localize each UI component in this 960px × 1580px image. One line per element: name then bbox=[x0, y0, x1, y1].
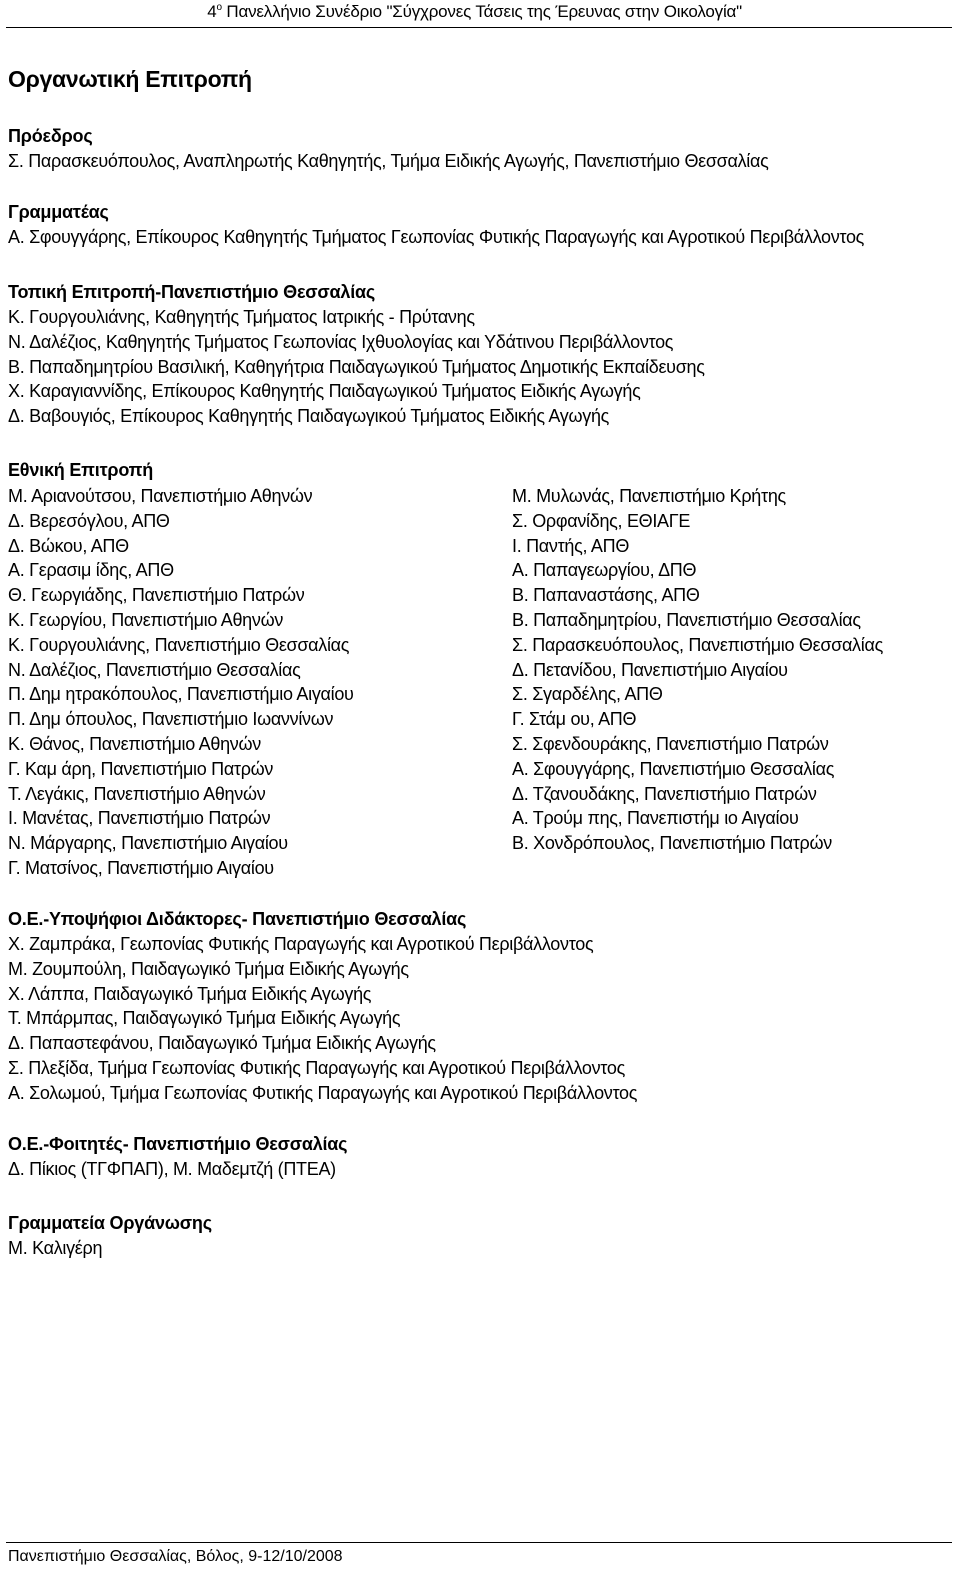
national-member: Κ. Γουργουλιάνης, Πανεπιστήμιο Θεσσαλίας bbox=[8, 634, 350, 655]
local-committee-section bbox=[8, 280, 705, 429]
secretary-line: Α. Σφουγγάρης, Επίκουρος Καθηγητής Τμήματος Γεωπονίας Φυτικής Παραγωγής και Αγροτικού Περιβάλλοντος bbox=[8, 227, 865, 247]
national-member: Θ. Γεωργιάδης, Πανεπιστήμιο Πατρών bbox=[8, 585, 305, 606]
phd-committee-line: Α. Σολωμού, Τμήμα Γεωπονίας Φυτικής Παραγωγής και Αγροτικού Περιβάλλοντος bbox=[8, 1082, 638, 1103]
national-member: Β. Παπαναστάσης, ΑΠΘ bbox=[512, 585, 700, 606]
national-member: Α. Γερασιμ ίδης, ΑΠΘ bbox=[8, 560, 174, 581]
national-member: Π. Δημ όπουλος, Πανεπιστήμιο Ιωαννίνων bbox=[8, 709, 334, 730]
national-member: Α. Σφουγγάρης, Πανεπιστήμιο Θεσσαλίας bbox=[512, 758, 835, 779]
national-member: Σ. Σγαρδέλης, ΑΠΘ bbox=[512, 684, 663, 705]
local-committee-line: Χ. Καραγιαννίδης, Επίκουρος Καθηγητής Παιδαγωγικού Τμήματος Ειδικής Αγωγής bbox=[8, 381, 641, 402]
national-member: Μ. Μυλωνάς, Πανεπιστήμιο Κρήτης bbox=[512, 486, 786, 506]
secretariat-heading: Γραμματεία Οργάνωσης bbox=[8, 1213, 212, 1233]
national-member: Γ. Στάμ ου, ΑΠΘ bbox=[512, 709, 637, 730]
national-member: Κ. Γεωργίου, Πανεπιστήμιο Αθηνών bbox=[8, 609, 284, 630]
header-number: 4 bbox=[207, 2, 217, 21]
national-committee-heading: Εθνική Επιτροπή bbox=[8, 460, 154, 480]
president-heading: Πρόεδρος bbox=[8, 126, 93, 146]
header-title: Πανελλήνιο Συνέδριο "Σύγχρονες Τάσεις της Έρευνας στην Οικολογία" bbox=[221, 2, 742, 21]
secretary-heading: Γραμματέας bbox=[8, 202, 109, 222]
national-member: Β. Χονδρόπουλος, Πανεπιστήμιο Πατρών bbox=[512, 833, 832, 854]
page-header bbox=[207, 2, 742, 22]
local-committee-line: Δ. Βαβουγιός, Επίκουρος Καθηγητής Παιδαγωγικού Τμήματος Ειδικής Αγωγής bbox=[8, 406, 610, 427]
page-footer: Πανεπιστήμιο Θεσσαλίας, Βόλος, 9-12/10/2008 bbox=[8, 1548, 343, 1565]
national-member: Β. Παπαδημητρίου, Πανεπιστήμιο Θεσσαλίας bbox=[512, 609, 861, 630]
phd-committee-section bbox=[8, 907, 637, 1106]
secretariat-section bbox=[8, 1211, 212, 1261]
national-member: Μ. Αριανούτσου, Πανεπιστήμιο Αθηνών bbox=[8, 486, 313, 506]
national-member: Α. Τρούμ πης, Πανεπιστήμ ιο Αιγαίου bbox=[512, 808, 799, 829]
phd-committee-line: Μ. Ζουμπούλη, Παιδαγωγικό Τμήμα Ειδικής Αγωγής bbox=[8, 958, 409, 979]
local-committee-line: Β. Παπαδημητρίου Βασιλική, Καθηγήτρια Παιδαγωγικού Τμήματος Δημοτικής Εκπαίδευσης bbox=[8, 356, 705, 377]
national-committee-left-column bbox=[8, 484, 354, 881]
national-committee-right-column bbox=[512, 484, 883, 856]
national-member: Σ. Σφενδουράκης, Πανεπιστήμιο Πατρών bbox=[512, 733, 829, 754]
national-member: Ι. Παντής, ΑΠΘ bbox=[512, 535, 630, 556]
local-committee-heading: Τοπική Επιτροπή-Πανεπιστήμιο Θεσσαλίας bbox=[8, 282, 376, 302]
student-committee-line: Δ. Πίκιος (ΤΓΦΠΑΠ), Μ. Μαδεμτζή (ΠΤΕΑ) bbox=[8, 1159, 336, 1179]
national-member: Π. Δημ ητρακόπουλος, Πανεπιστήμιο Αιγαίου bbox=[8, 684, 354, 705]
local-committee-line: Ν. Δαλέζιος, Καθηγητής Τμήματος Γεωπονίας Ιχθυολογίας και Υδάτινου Περιβάλλοντος bbox=[8, 331, 674, 352]
national-member: Δ. Βερεσόγλου, ΑΠΘ bbox=[8, 510, 170, 531]
national-committee-heading-block bbox=[8, 458, 153, 483]
national-member: Δ. Τζανουδάκης, Πανεπιστήμιο Πατρών bbox=[512, 783, 817, 804]
national-member: Ν. Δαλέζιος, Πανεπιστήμιο Θεσσαλίας bbox=[8, 659, 301, 680]
phd-committee-heading: Ο.Ε.-Υποψήφιοι Διδάκτορες- Πανεπιστήμιο Θεσσαλίας bbox=[8, 909, 467, 929]
national-member: Γ. Καμ άρη, Πανεπιστήμιο Πατρών bbox=[8, 758, 274, 779]
secretariat-line: Μ. Καλιγέρη bbox=[8, 1238, 103, 1258]
footer-divider bbox=[6, 1542, 952, 1543]
phd-committee-line: Χ. Λάππα, Παιδαγωγικό Τμήμα Ειδικής Αγωγής bbox=[8, 983, 372, 1004]
national-member: Ν. Μάργαρης, Πανεπιστήμιο Αιγαίου bbox=[8, 833, 288, 854]
local-committee-line: Κ. Γουργουλιάνης, Καθηγητής Τμήματος Ιατρικής - Πρύτανης bbox=[8, 307, 475, 327]
header-divider bbox=[6, 27, 952, 28]
phd-committee-line: Δ. Παπαστεφάνου, Παιδαγωγικό Τμήμα Ειδικής Αγωγής bbox=[8, 1033, 436, 1054]
phd-committee-line: Σ. Πλεξίδα, Τμήμα Γεωπονίας Φυτικής Παραγωγής και Αγροτικού Περιβάλλοντος bbox=[8, 1057, 625, 1078]
national-member: Γ. Ματσίνος, Πανεπιστήμιο Αιγαίου bbox=[8, 857, 274, 878]
national-member: Ι. Μανέτας, Πανεπιστήμιο Πατρών bbox=[8, 808, 271, 829]
national-member: Α. Παπαγεωργίου, ΔΠΘ bbox=[512, 560, 697, 581]
president-section bbox=[8, 124, 768, 174]
phd-committee-line: Τ. Μπάρμπας, Παιδαγωγικό Τμήμα Ειδικής Αγωγής bbox=[8, 1008, 401, 1029]
national-member: Σ. Παρασκευόπουλος, Πανεπιστήμιο Θεσσαλίας bbox=[512, 634, 883, 655]
president-line: Σ. Παρασκευόπουλος, Αναπληρωτής Καθηγητής, Τμήμα Ειδικής Αγωγής, Πανεπιστήμιο Θεσσαλίας bbox=[8, 151, 769, 171]
national-member: Δ. Βώκου, ΑΠΘ bbox=[8, 535, 129, 556]
header-ordinal: ο bbox=[216, 2, 222, 13]
phd-committee-line: Χ. Ζαμπράκα, Γεωπονίας Φυτικής Παραγωγής και Αγροτικού Περιβάλλοντος bbox=[8, 934, 594, 954]
national-member: Δ. Πετανίδου, Πανεπιστήμιο Αιγαίου bbox=[512, 659, 788, 680]
page-title: Οργανωτική Επιτροπή bbox=[8, 66, 252, 92]
national-member: Τ. Λεγάκις, Πανεπιστήμιο Αθηνών bbox=[8, 783, 266, 804]
secretary-section bbox=[8, 200, 864, 250]
student-committee-heading: Ο.Ε.-Φοιτητές- Πανεπιστήμιο Θεσσαλίας bbox=[8, 1134, 348, 1154]
national-member: Σ. Ορφανίδης, ΕΘΙΑΓΕ bbox=[512, 510, 691, 531]
national-member: Κ. Θάνος, Πανεπιστήμιο Αθηνών bbox=[8, 733, 261, 754]
student-committee-section bbox=[8, 1132, 347, 1182]
